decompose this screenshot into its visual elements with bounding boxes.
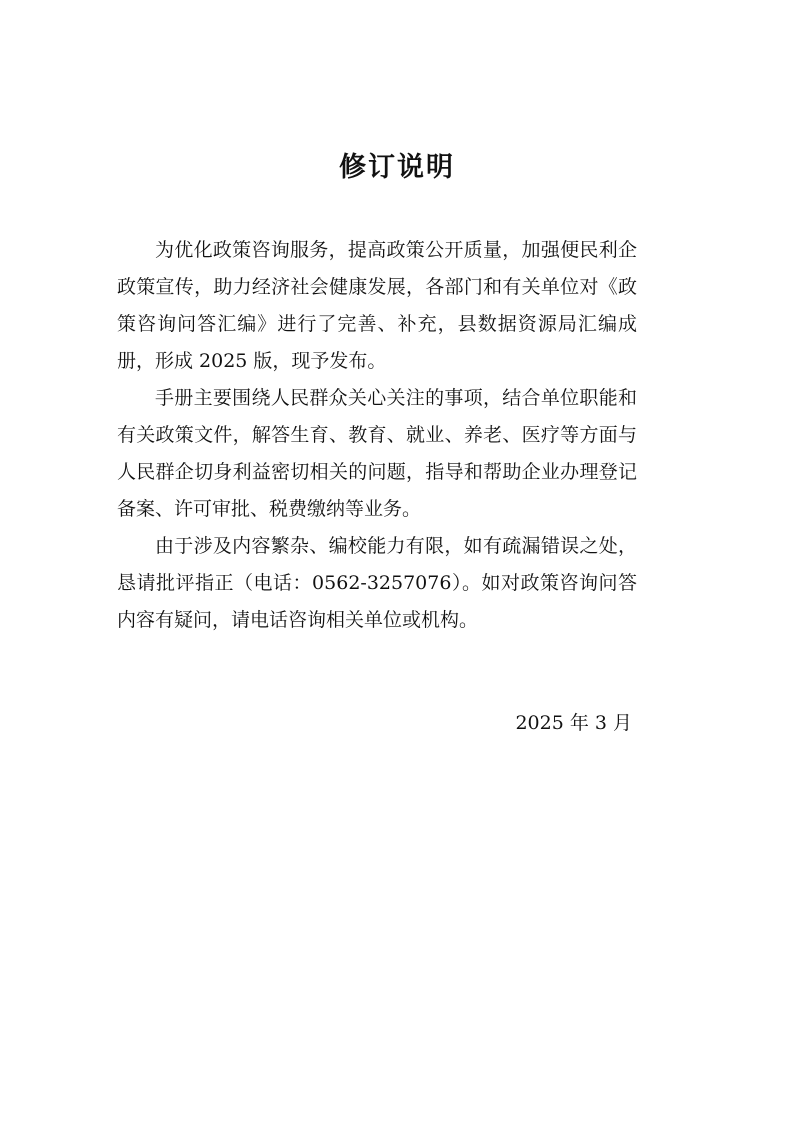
document-date: 2025 年 3 月 <box>515 712 632 734</box>
document-title: 修订说明 <box>339 152 455 183</box>
document-body <box>117 232 637 639</box>
paragraph-content: 手册主要围绕人民群众关心关注的事项，结合单位职能和有关政策文件，解答生育、教育、就业、养老、医疗等方面与人民群企切身利益密切相关的问题，指导和帮助企业办理登记备案、许可审批、税费缴纳等业务。 <box>117 387 637 520</box>
paragraph-purpose: 为优化政策咨询服务，提高政策公开质量，加强便民利企政策宣传，助力经济社会健康发展，各部门和有关单位对《政策咨询问答汇编》进行了完善、补充，县数据资源局汇编成册，形成 2025 版，现予发布。 <box>117 239 637 372</box>
paragraph-feedback: 由于涉及内容繁杂、编校能力有限，如有疏漏错误之处，恳请批评指正（电话：0562-3257076）。如对政策咨询问答内容有疑问，请电话咨询相关单位或机构。 <box>117 535 637 631</box>
